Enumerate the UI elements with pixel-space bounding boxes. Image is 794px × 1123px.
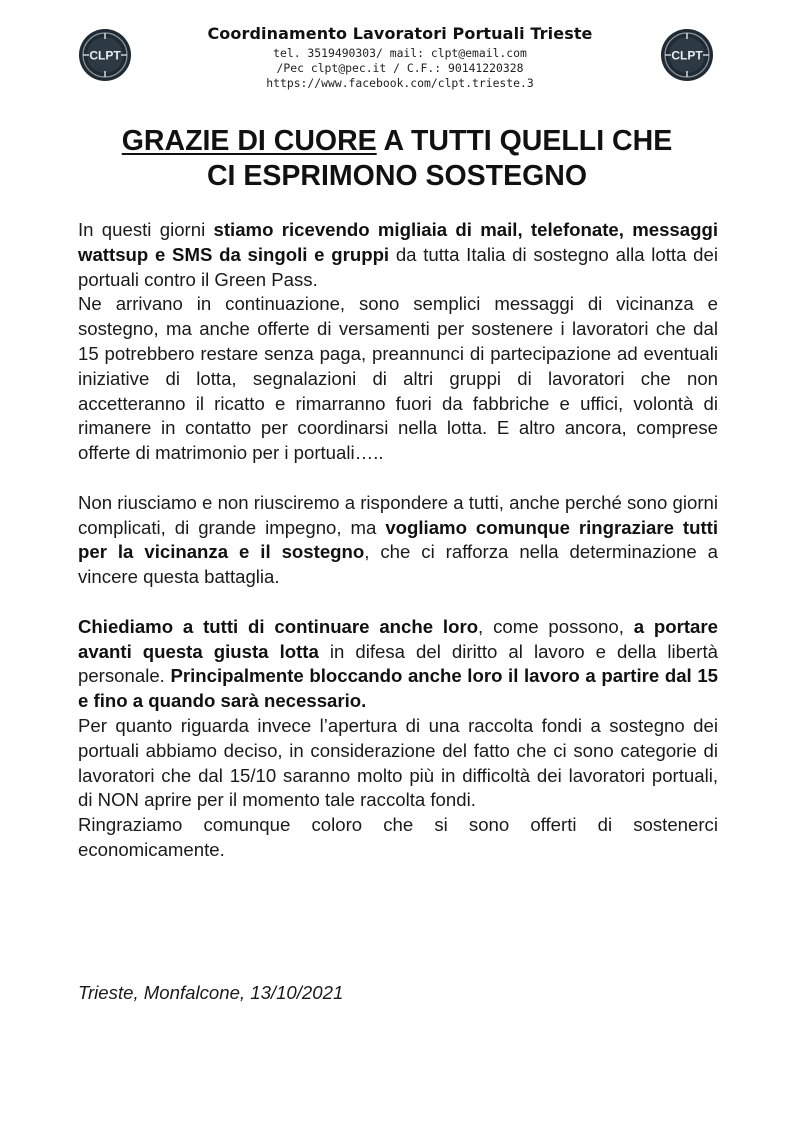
letter-body	[78, 218, 718, 863]
page-title	[40, 124, 754, 194]
title-line-1	[40, 124, 754, 159]
letterhead	[150, 24, 650, 91]
place-date-signature: Trieste, Monfalcone, 13/10/2021	[78, 982, 344, 1003]
paragraph-4: Chiediamo a tutti di continuare anche loro, come possono, a portare avanti questa giusta lotta in difesa del diritto al lavoro e della libertà personale. Principalmente bloccando anche loro il lavoro a partire dal 15 e fino a quando sarà necessario.	[78, 615, 719, 712]
clpt-logo-left	[78, 28, 132, 82]
clpt-emblem-icon	[78, 28, 132, 82]
contact-facebook: https://www.facebook.com/clpt.trieste.3	[266, 76, 534, 90]
paragraph-1: In questi giorni stiamo ricevendo migliaia di mail, telefonate, messaggi wattsup e SMS da singoli e gruppi da tutta Italia di sostegno alla lotta dei portuali contro il Green Pass.	[78, 219, 718, 290]
paragraph-6: Ringraziamo comunque coloro che si sono offerti di sostenerci economicamente.	[78, 814, 718, 860]
svg-text:CLPT: CLPT	[671, 48, 703, 63]
contact-phone-mail: tel. 3519490303/ mail: clpt@email.com	[273, 46, 527, 60]
title-line-2: CI ESPRIMONO SOSTEGNO	[206, 160, 588, 192]
paragraph-3: Non riusciamo e non riusciremo a rispondere a tutti, anche perché sono giorni complicati, di grande impegno, ma vogliamo comunque ringraziare tutti per la vicinanza e il sostegno, che ci rafforza nella determinazione a vincere questa battaglia.	[78, 491, 719, 588]
paragraph-5: Per quanto riguarda invece l’apertura di una raccolta fondi a sostegno dei portuali abbiamo deciso, in considerazione del fatto che ci sono categorie di lavoratori che dal 15/10 saranno molto più in difficoltà dei lavoratori portuali, di NON aprire per il momento tale raccolta fondi.	[78, 714, 718, 811]
title-underlined: GRAZIE DI CUORE	[121, 125, 377, 157]
svg-text:CLPT: CLPT	[89, 48, 121, 63]
clpt-emblem-icon	[660, 28, 714, 82]
title-rest: A TUTTI QUELLI CHE	[376, 125, 673, 157]
clpt-logo-right	[660, 28, 714, 82]
paragraph-2: Ne arrivano in continuazione, sono semplici messaggi di vicinanza e sostegno, ma anche offerte di versamenti per sostenere i lavoratori che dal 15 potrebbero restare senza paga, preannunci di partecipazione ad eventuali iniziative di lotta, segnalazioni di altri gruppi di lavoratori che non accetteranno il ricatto e rimarranno fuori da fabbriche e uffici, volontà di rimanere in contatto per coordinarsi nella lotta. E altro ancora, comprese offerte di matrimonio per i portuali…..	[78, 293, 718, 464]
organization-name: Coordinamento Lavoratori Portuali Trieste	[207, 24, 593, 43]
contact-pec-cf: /Pec clpt@pec.it / C.F.: 90141220328	[276, 61, 524, 75]
